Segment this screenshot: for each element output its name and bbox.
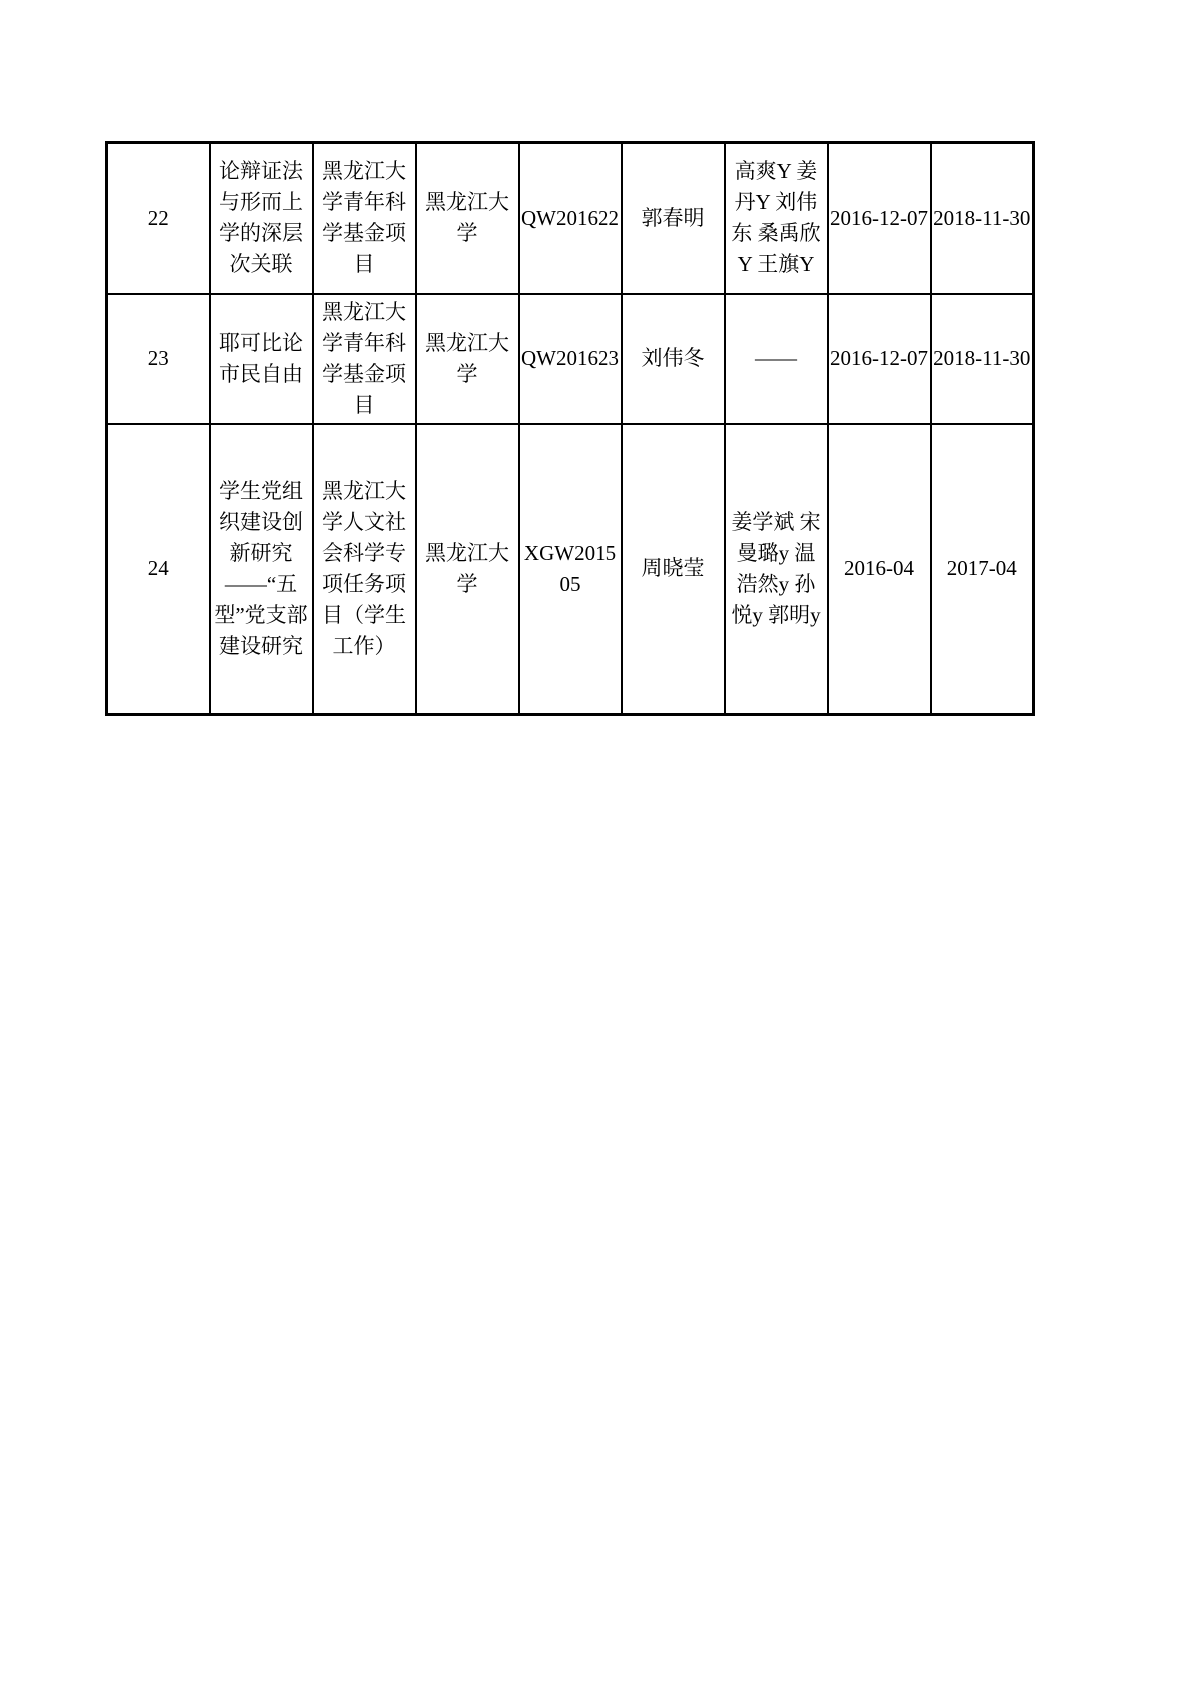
participants-cell: 姜学斌 宋曼璐y 温浩然y 孙悦y 郭明y [725, 424, 828, 715]
project-code-cell: XGW201505 [519, 424, 622, 715]
project-title-cell: 论辩证法与形而上学的深层次关联 [210, 143, 313, 294]
project-type-cell: 黑龙江大学青年科学基金项目 [313, 294, 416, 424]
end-date-cell: 2018-11-30 [931, 294, 1034, 424]
leader-cell: 刘伟冬 [622, 294, 725, 424]
university-cell: 黑龙江大学 [416, 294, 519, 424]
table-row [107, 143, 1034, 294]
participants-cell: —— [725, 294, 828, 424]
start-date-cell: 2016-12-07 [828, 294, 931, 424]
project-code-cell: QW201623 [519, 294, 622, 424]
start-date-cell: 2016-12-07 [828, 143, 931, 294]
projects-table [105, 141, 1035, 716]
serial-number-cell: 24 [107, 424, 210, 715]
start-date-cell: 2016-04 [828, 424, 931, 715]
end-date-cell: 2017-04 [931, 424, 1034, 715]
leader-cell: 周晓莹 [622, 424, 725, 715]
serial-number-cell: 23 [107, 294, 210, 424]
project-title-cell: 学生党组织建设创新研究——“五型”党支部建设研究 [210, 424, 313, 715]
participants-cell: 高爽Y 姜丹Y 刘伟东 桑禹欣Y 王旗Y [725, 143, 828, 294]
project-title-cell: 耶可比论市民自由 [210, 294, 313, 424]
leader-cell: 郭春明 [622, 143, 725, 294]
serial-number-cell: 22 [107, 143, 210, 294]
project-code-cell: QW201622 [519, 143, 622, 294]
project-type-cell: 黑龙江大学青年科学基金项目 [313, 143, 416, 294]
project-type-cell: 黑龙江大学人文社会科学专项任务项目（学生工作） [313, 424, 416, 715]
table-row [107, 294, 1034, 424]
university-cell: 黑龙江大学 [416, 143, 519, 294]
university-cell: 黑龙江大学 [416, 424, 519, 715]
table-row [107, 424, 1034, 715]
end-date-cell: 2018-11-30 [931, 143, 1034, 294]
